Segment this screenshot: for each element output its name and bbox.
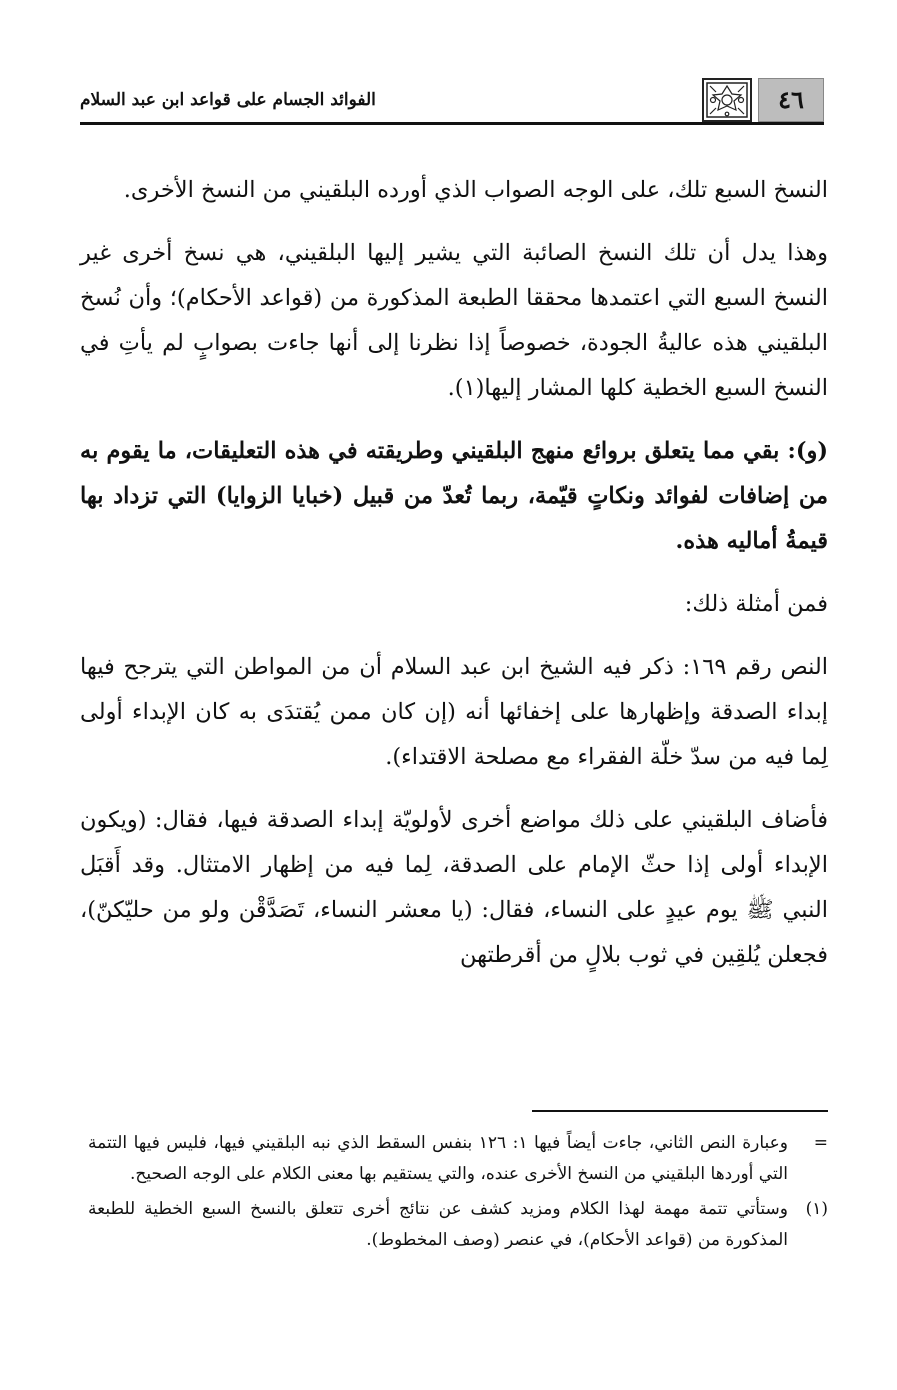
main-text	[80, 168, 828, 996]
footnote	[88, 1194, 828, 1256]
footnote-text: وستأتي تتمة مهمة لهذا الكلام ومزيد كشف عن نتائج أخرى تتعلق بالنسخ السبع الخطية للطبعة المذكورة من (قواعد الأحكام)، في عنصر (وصف المخطوط).	[88, 1199, 788, 1250]
paragraph: فمن أمثلة ذلك:	[684, 591, 828, 617]
paragraph: وهذا يدل أن تلك النسخ الصائبة التي يشير إليها البلقيني، هي نسخ أخرى غير النسخ السبع التي اعتمدها محققا الطبعة المذكورة من (قواعد الأحكام)؛ وأن نُسخ البلقيني هذه عاليةُ الجودة، خصوصاً إذا نظرنا إلى أنها جاءت بصوابٍ لم يأتِ في النسخ السبع الخطية كلها المشار إليها(١).	[80, 240, 828, 401]
footnote-mark: (١)	[805, 1199, 828, 1219]
footnote	[88, 1128, 828, 1190]
footnote-text: وعبارة النص الثاني، جاءت أيضاً فيها ١: ١٢٦ بنفس السقط الذي نبه البلقيني فيها، فليس فيها التتمة التي أوردها البلقيني من النسخ الأخرى عنده، والتي يستقيم بها معنى الكلام على الوجه الصحيح.	[88, 1133, 788, 1184]
paragraph: النسخ السبع تلك، على الوجه الصواب الذي أورده البلقيني من النسخ الأخرى.	[123, 177, 828, 203]
footnote-divider	[532, 1110, 828, 1112]
page-number: ٤٦	[758, 78, 824, 122]
footnote-mark: =	[813, 1133, 828, 1153]
header-title: الفوائد الجسام على قواعد ابن عبد السلام	[80, 90, 376, 110]
running-header	[80, 76, 824, 126]
paragraph-bold: (و): بقي مما يتعلق بروائع منهج البلقيني وطريقته في هذه التعليقات، ما يقوم به من إضافات لفوائد ونكاتٍ قيّمة، ربما تُعدّ من قبيل (خبايا الزوايا) التي تزداد بها قيمةُ أماليه هذه.	[80, 438, 828, 554]
paragraph: فأضاف البلقيني على ذلك مواضع أخرى لأولويّة إبداء الصدقة فيها، فقال: (ويكون الإبداء أولى إذا حثّ الإمام على الصدقة، لِما فيه من إظهار الامتثال. وقد أَقبَل النبي ﷺ يوم عيدٍ على النساء، فقال: (يا معشر النساء، تَصَدَّقْن ولو من حليّكنّ)، فجعلن يُلقِين في ثوب بلالٍ من أقرطتهن	[80, 807, 828, 968]
footnotes	[88, 1128, 828, 1260]
header-divider	[80, 122, 824, 125]
arabesque-ornament-icon	[702, 78, 752, 122]
paragraph: النص رقم ١٦٩: ذكر فيه الشيخ ابن عبد السلام أن من المواطن التي يترجح فيها إبداء الصدقة وإظهارها على إخفائها أنه (إن كان ممن يُقتدَى به كان الإبداء أولى لِما فيه من سدّ خلّة الفقراء مع مصلحة الاقتداء).	[80, 654, 828, 770]
